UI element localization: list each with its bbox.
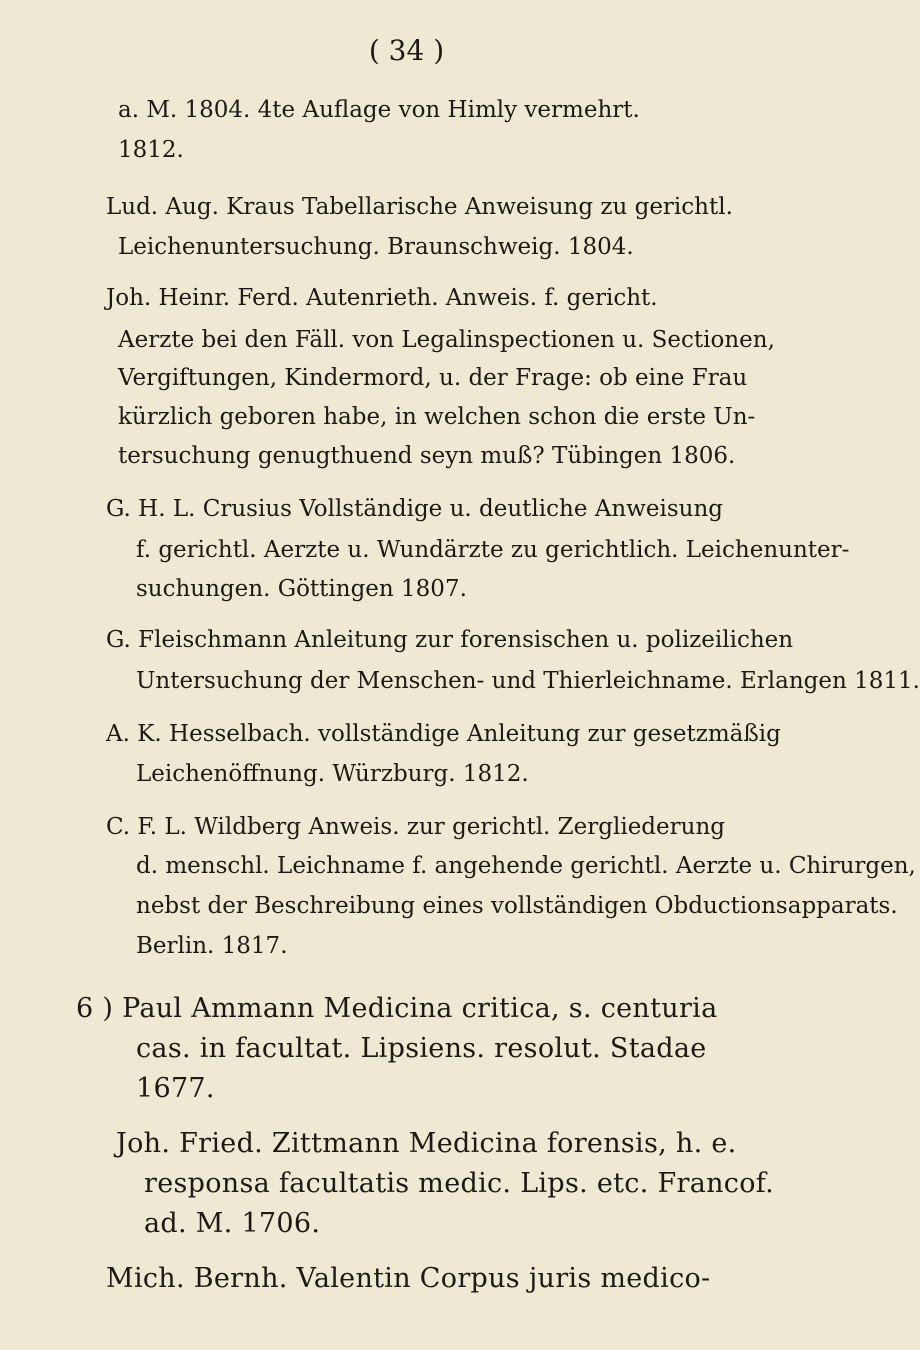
text-line: Lud. Aug. Kraus Tabellarische Anweisung zu gerichtl. [106,194,733,220]
text-line: a. M. 1804. 4te Auflage von Himly vermehrt. [118,97,640,123]
text-line: Berlin. 1817. [136,933,288,959]
text-line: f. gerichtl. Aerzte u. Wundärzte zu gerichtlich. Leichenunter- [136,537,850,563]
text-line: Aerzte bei den Fäll. von Legalinspectionen u. Sectionen, [118,327,775,353]
text-line: ad. M. 1706. [144,1208,321,1239]
text-line: kürzlich geboren habe, in welchen schon die erste Un- [118,404,756,430]
text-line: cas. in facultat. Lipsiens. resolut. Stadae [136,1033,707,1064]
text-line: 6 ) Paul Ammann Medicina critica, s. centuria [76,993,718,1024]
text-line: nebst der Beschreibung eines vollständigen Obductionsapparats. [136,893,898,919]
text-line: 1812. [118,137,184,163]
text-line: C. F. L. Wildberg Anweis. zur gerichtl. Zergliederung [106,814,725,840]
text-line: Vergiftungen, Kindermord, u. der Frage: ob eine Frau [118,365,748,391]
text-line: Mich. Bernh. Valentin Corpus juris medico- [106,1263,711,1294]
text-line: G. H. L. Crusius Vollständige u. deutliche Anweisung [106,496,723,522]
text-line: d. menschl. Leichname f. angehende gerichtl. Aerzte u. Chirurgen, [136,853,916,879]
text-line: Joh. Heinr. Ferd. Autenrieth. Anweis. f. gericht. [106,285,658,311]
text-line: Leichenöffnung. Würzburg. 1812. [136,761,529,787]
text-line: G. Fleischmann Anleitung zur forensischen u. polizeilichen [106,627,794,653]
text-line: 1677. [136,1073,215,1104]
text-line: Leichenuntersuchung. Braunschweig. 1804. [118,234,634,260]
text-line: suchungen. Göttingen 1807. [136,576,467,602]
text-line: tersuchung genugthuend seyn muß? Tübingen 1806. [118,443,736,469]
text-line: Untersuchung der Menschen- und Thierleichname. Erlangen 1811. [136,668,920,694]
text-line: Joh. Fried. Zittmann Medicina forensis, h. e. [116,1128,737,1159]
text-line: A. K. Hesselbach. vollständige Anleitung zur gesetzmäßig [106,721,781,747]
text-line: responsa facultatis medic. Lips. etc. Francof. [144,1168,775,1199]
page-number: ( 34 ) [368,34,445,67]
